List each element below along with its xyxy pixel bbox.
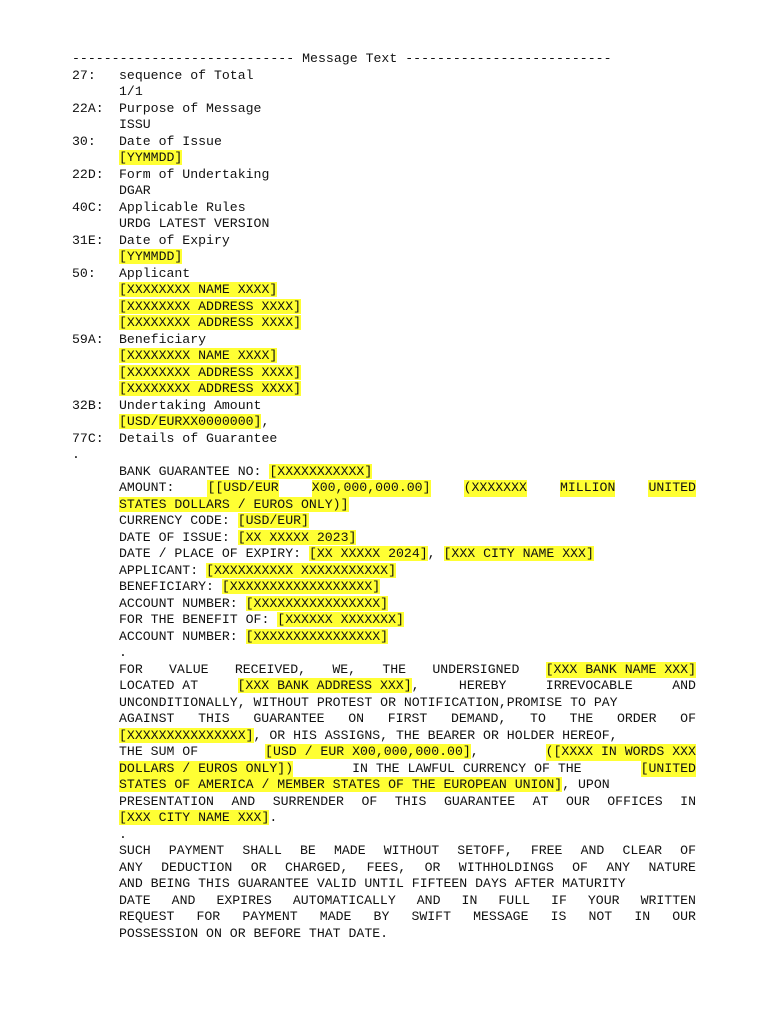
para1-line-6 <box>119 744 696 761</box>
amount-value-cont: STATES DOLLARS / EUROS ONLY)] <box>119 496 349 512</box>
field-value: [XXXXXXXX NAME XXXX] <box>119 282 278 297</box>
bank-guarantee-no-label: BANK GUARANTEE NO: <box>119 463 262 479</box>
field-label: Purpose of Message <box>119 100 262 116</box>
para-word: IRREVOCABLE <box>545 678 633 693</box>
para-word: ANY <box>606 859 631 875</box>
para-word: AND <box>416 892 441 908</box>
para1-line-4 <box>119 711 696 728</box>
para-word: IF <box>551 892 567 908</box>
field-tag: 32B: <box>72 397 104 413</box>
para-word: GUARANTEE <box>443 793 516 809</box>
field-tag: 40C: <box>72 199 104 215</box>
account-number-label-2: ACCOUNT NUMBER: <box>119 628 238 644</box>
amount-label: AMOUNT: <box>119 480 175 495</box>
amount-value-word: UNITED <box>648 480 696 495</box>
para-word: OF <box>572 859 588 875</box>
field-label: Date of Issue <box>119 133 222 149</box>
para-word: SETOFF, <box>457 843 513 858</box>
field-row <box>72 200 696 217</box>
separator-dot-2: . <box>119 645 127 660</box>
para-word: MESSAGE <box>473 909 529 924</box>
account-number-value-2: [XXXXXXXXXXXXXXXX] <box>245 628 389 644</box>
field-value-line <box>72 365 696 382</box>
para-word: YOUR <box>587 892 620 908</box>
para-word: AT <box>532 793 549 809</box>
para-word: AND <box>580 843 605 858</box>
bank-address-value: [XXX BANK ADDRESS XXX] <box>237 678 412 693</box>
currency-country-value: [UNITED <box>640 760 696 776</box>
applicant-value: [XXXXXXXXXX XXXXXXXXXXX] <box>206 562 396 578</box>
para-word: IS <box>550 909 567 924</box>
field-row <box>72 167 696 184</box>
field-value-line <box>72 150 696 167</box>
field-value: [XXXXXXXX ADDRESS XXXX] <box>119 298 302 314</box>
para-word: AND <box>171 892 196 908</box>
amount-value-word: [[USD/EUR <box>207 480 279 495</box>
field-label: Date of Expiry <box>119 232 230 248</box>
para-word: SURRENDER <box>272 793 344 809</box>
field-value: ISSU <box>119 117 151 132</box>
para1-line-8-rest: , UPON <box>562 777 610 792</box>
para2-line-6: POSSESSION ON OR BEFORE THAT DATE. <box>119 925 389 941</box>
field-value: [YYMMDD] <box>119 150 183 165</box>
para-word: IN <box>634 909 651 924</box>
para-word: OF <box>361 793 378 809</box>
field-value: [YYMMDD] <box>119 249 183 264</box>
field-value: 1/1 <box>119 84 143 99</box>
para2-line-3: AND BEING THIS GUARANTEE VALID UNTIL FIFTEEN DAYS AFTER MATURITY <box>119 876 626 891</box>
applicant-line <box>72 563 696 580</box>
para1-line-5 <box>72 728 696 745</box>
para-word: WE, <box>332 661 357 677</box>
para-word: MADE <box>333 843 366 858</box>
field-tag: 77C: <box>72 430 104 446</box>
para-word: FEES, <box>366 859 407 875</box>
currency-code-label: CURRENCY CODE: <box>119 513 230 528</box>
para-word: DEMAND, <box>450 711 507 726</box>
para-word: OR <box>250 859 267 875</box>
field-value: [XXXXXXXX ADDRESS XXXX] <box>119 315 302 330</box>
field-value: [USD/EURXX0000000] <box>119 414 262 429</box>
para1-line-2 <box>119 678 696 695</box>
para-word: SUCH <box>119 843 151 858</box>
beneficiary-value: [XXXXXXXXXXXXXXXXXX] <box>221 579 381 594</box>
field-value: DGAR <box>119 183 151 198</box>
beneficiary-line <box>72 579 696 596</box>
para-word: THE <box>569 711 594 726</box>
field-value-line <box>72 348 696 365</box>
para-word: EXPIRES <box>216 892 272 908</box>
para-word: VALUE <box>169 661 209 677</box>
para-word: BE <box>300 843 316 858</box>
para-word: PAYMENT <box>168 843 225 858</box>
para-word: FIRST <box>387 711 428 726</box>
field-tag: 22A: <box>72 100 104 116</box>
field-value-line <box>72 216 696 233</box>
field-value: [XXXXXXXX ADDRESS XXXX] <box>119 364 302 380</box>
para-word: ORDER <box>616 711 657 726</box>
para-word: OF <box>680 711 696 726</box>
field-row <box>72 233 696 250</box>
amount-value-word: (XXXXXXX <box>463 480 527 495</box>
order-of-value: [XXXXXXXXXXXXXXX] <box>119 727 254 743</box>
header-rule-left: ---------------------------- <box>72 51 295 66</box>
para-word: OR <box>424 859 441 875</box>
field-tag: 31E: <box>72 232 104 248</box>
para-word: SHALL <box>242 843 282 858</box>
field-tag: 27: <box>72 67 96 83</box>
swift-message-document <box>72 51 696 942</box>
para-word: AGAINST <box>119 711 175 726</box>
field-value-line <box>72 117 696 134</box>
para-word: FREE <box>530 843 563 858</box>
para1-line-10-rest: . <box>269 810 278 825</box>
para-word: BY <box>373 909 390 924</box>
para-word: PAYMENT <box>242 909 298 924</box>
amount-value-word: MILLION <box>559 480 616 495</box>
currency-code-line <box>72 513 696 530</box>
field-label: Details of Guarantee <box>119 430 278 446</box>
field-row <box>72 134 696 151</box>
field-value-line <box>72 183 696 200</box>
para-word: NOT <box>588 909 613 924</box>
field-value-line <box>72 282 696 299</box>
field-value: [XXXXXXXX ADDRESS XXXX] <box>119 381 302 396</box>
para-word: ON <box>348 711 365 726</box>
field-value: URDG LATEST VERSION <box>119 216 270 231</box>
field-label: Beneficiary <box>119 331 207 347</box>
header-rule-right: -------------------------- <box>405 51 612 66</box>
sum-amount-value: [USD / EUR X00,000,000.00] <box>265 744 471 759</box>
para-word: OF <box>680 843 696 858</box>
para-word: THE <box>382 661 407 677</box>
para-word: FULL <box>498 892 531 908</box>
para-word: SWIFT <box>411 909 452 924</box>
bank-guarantee-no-value: [XXXXXXXXXXX] <box>269 463 373 479</box>
currency-country-cont: STATES OF AMERICA / MEMBER STATES OF THE EUROPEAN UNION] <box>119 777 563 792</box>
para2-line-4 <box>119 893 696 910</box>
field-label: Undertaking Amount <box>119 397 262 413</box>
para-word: ANY <box>119 859 143 875</box>
account-number-line-2 <box>72 629 696 646</box>
para-word: OUR <box>672 909 696 924</box>
field-row <box>72 266 696 283</box>
expiry-place-value: [XXX CITY NAME XXX] <box>443 546 594 561</box>
beneficiary-label: BENEFICIARY: <box>119 579 214 594</box>
para-word: RECEIVED, <box>234 661 307 677</box>
para2-line-5 <box>119 909 696 926</box>
lawful-currency-text: IN THE LAWFUL CURRENCY OF THE <box>352 760 582 776</box>
para2-line-2 <box>119 860 696 877</box>
para-word: REQUEST <box>119 909 175 924</box>
para-word: THIS <box>394 793 427 809</box>
currency-code-value: [USD/EUR] <box>237 513 309 528</box>
field-value-line <box>72 249 696 266</box>
sum-amount-group: [USD / EUR X00,000,000.00], <box>265 744 479 759</box>
para-word: OUR <box>566 793 590 809</box>
para-word: FOR <box>196 909 221 924</box>
account-number-value: [XXXXXXXXXXXXXXXX] <box>245 595 389 611</box>
para-word: HEREBY <box>458 678 507 693</box>
para-word: IN <box>680 793 696 809</box>
field-label: sequence of Total <box>119 67 254 83</box>
sum-in-words-cont: DOLLARS / EUROS ONLY]) <box>119 760 294 776</box>
field-value-line <box>72 315 696 332</box>
para1-line-3: UNCONDITIONALLY, WITHOUT PROTEST OR NOTIFICATION,PROMISE TO PAY <box>119 694 618 710</box>
field-label: Applicant <box>119 265 191 281</box>
para-word: CLEAR <box>622 843 663 858</box>
field-row <box>72 101 696 118</box>
para1-line-7 <box>119 761 696 778</box>
para-word: WITHHOLDINGS <box>458 859 554 875</box>
para-word: UNDERSIGNED <box>432 661 520 677</box>
para-word: AUTOMATICALLY <box>292 892 396 908</box>
field-value: [XXXXXXXX NAME XXXX] <box>119 348 278 363</box>
para1-line-10 <box>72 810 696 827</box>
para-word: FOR <box>119 661 143 677</box>
para1-line-5-rest: , OR HIS ASSIGNS, THE BEARER OR HOLDER HEREOF, <box>253 727 618 743</box>
applicant-label: APPLICANT: <box>119 562 199 578</box>
for-benefit-of-value: [XXXXXX XXXXXXX] <box>277 612 404 627</box>
bank-guarantee-no-line <box>72 464 696 481</box>
field-label: Form of Undertaking <box>119 166 270 182</box>
message-fields <box>72 68 696 448</box>
field-value-line <box>72 84 696 101</box>
para-word: DATE <box>119 892 151 908</box>
message-text-header <box>72 51 696 68</box>
header-title: Message Text <box>302 51 398 66</box>
para-word: GUARANTEE <box>253 711 325 726</box>
bank-address-group: [XXX BANK ADDRESS XXX], <box>237 678 420 693</box>
separator-dot-3: . <box>119 826 127 842</box>
field-tag: 50: <box>72 265 96 281</box>
field-value-line <box>72 414 696 431</box>
field-value-line <box>72 381 696 398</box>
date-of-issue-line <box>72 530 696 547</box>
field-row <box>72 431 696 448</box>
expiry-separator: , <box>427 546 436 561</box>
date-of-issue-label: DATE OF ISSUE: <box>119 529 230 545</box>
para-word: IN <box>461 892 478 908</box>
expiry-line <box>72 546 696 563</box>
located-at-text: LOCATED AT <box>119 678 199 693</box>
amount-value-word: X00,000,000.00] <box>311 480 431 495</box>
para-word: CHARGED, <box>284 859 349 875</box>
para1-line-8 <box>72 777 696 794</box>
field-value-line <box>72 299 696 316</box>
amount-line <box>119 480 696 497</box>
field-tag: 59A: <box>72 331 104 347</box>
expiry-label: DATE / PLACE OF EXPIRY: <box>119 546 302 561</box>
para-word: NATURE <box>648 859 696 875</box>
para-word: THIS <box>198 711 230 726</box>
field-row <box>72 398 696 415</box>
field-value-suffix: , <box>261 414 270 429</box>
para-word: TO <box>530 711 546 726</box>
para-word: AND <box>672 678 696 693</box>
para-word: OFFICES <box>607 793 663 809</box>
para2-line-1 <box>119 843 696 860</box>
account-number-line <box>72 596 696 613</box>
account-number-label: ACCOUNT NUMBER: <box>119 595 238 611</box>
field-row <box>72 332 696 349</box>
para-word: MADE <box>319 909 352 924</box>
separator-dot: . <box>72 447 80 462</box>
date-of-issue-value: [XX XXXXX 2023] <box>237 529 357 545</box>
field-row <box>72 68 696 85</box>
sum-in-words-value: ([XXXX IN WORDS XXX <box>545 744 696 759</box>
field-tag: 22D: <box>72 166 104 182</box>
expiry-date-value: [XX XXXXX 2024] <box>308 546 428 561</box>
para-word: PRESENTATION <box>119 793 214 809</box>
for-benefit-of-label: FOR THE BENEFIT OF: <box>119 612 270 627</box>
for-benefit-of-line <box>72 612 696 629</box>
para-word: WRITTEN <box>640 892 696 908</box>
offices-city-value: [XXX CITY NAME XXX] <box>119 810 270 825</box>
para-word: WITHOUT <box>383 843 440 858</box>
amount-line-2 <box>72 497 696 514</box>
field-label: Applicable Rules <box>119 199 246 215</box>
para-word: DEDUCTION <box>161 859 233 875</box>
para1-line-1 <box>119 662 696 679</box>
sum-of-text: THE SUM OF <box>119 744 199 759</box>
para-word: AND <box>231 793 256 809</box>
field-tag: 30: <box>72 133 96 149</box>
bank-name-value: [XXX BANK NAME XXX] <box>545 661 696 677</box>
para1-line-9 <box>119 794 696 811</box>
